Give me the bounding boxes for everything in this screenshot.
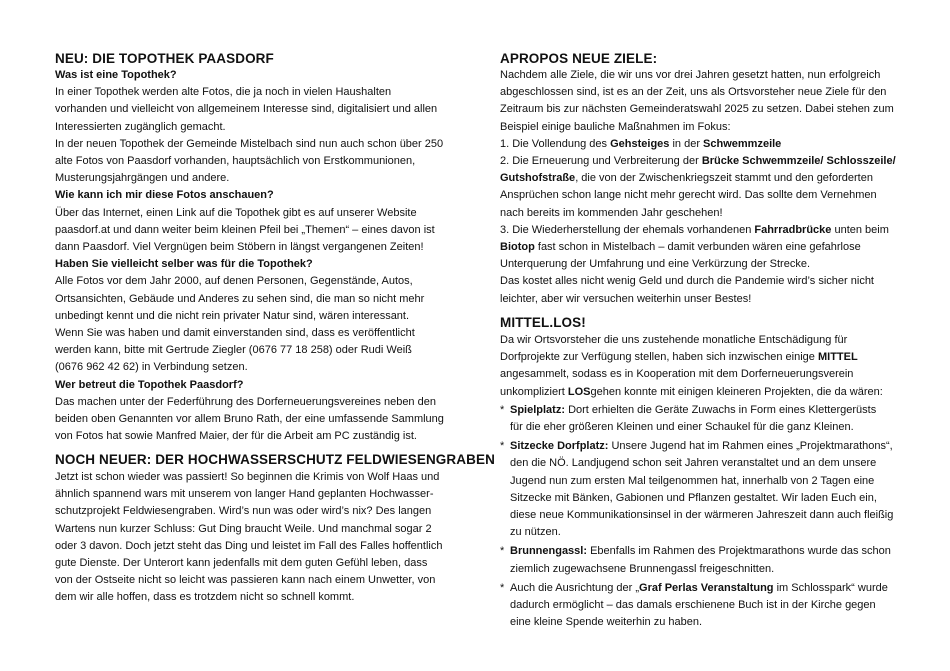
bold-text: Brücke Schwemmzeile/ Schlosszeile/ — [701, 155, 896, 167]
text-span: angesammelt, sodass es in Kooperation mit dem Dorferneuerungsverein — [500, 368, 854, 381]
subheading: Haben Sie vielleicht selber was für die Topothek? — [55, 258, 313, 271]
bold-text: Sitzecke Dorfplatz: — [510, 440, 609, 453]
text-line — [500, 101, 894, 118]
bullet-line — [510, 490, 877, 507]
subheading: Wer betreut die Topothek Paasdorf? — [55, 378, 244, 391]
bullet-mark: * — [500, 440, 505, 453]
text-line: In einer Topothek werden alte Fotos, die ja noch in vielen Haushalten — [55, 86, 392, 99]
bullet-line — [510, 561, 774, 578]
bold-text: Biotop — [500, 241, 535, 253]
text-line: Jetzt ist schon wieder was passiert! So beginnen die Krimis von Wolf Haas und — [55, 471, 440, 483]
text-span: Unsere Jugend hat im Rahmen eines „Projektmarathons“, — [608, 440, 893, 453]
text-span: Nachdem alle Ziele, die wir uns vor drei Jahren gesetzt hatten, nun erfolgreich — [500, 69, 881, 81]
text-span: fast schon in Mistelbach – damit verbunden wären eine gefahrlose — [534, 241, 861, 253]
hochwasser-heading: NOCH NEUER: DER HOCHWASSERSCHUTZ FELDWIESENGRABEN — [55, 452, 495, 467]
text-span: unkompliziert — [500, 385, 568, 398]
bullet-line — [510, 455, 876, 472]
text-line: paasdorf.at und dann weiter beim kleinen Pfeil bei „Themen“ – eines davon ist — [55, 223, 435, 236]
text-span: den die NÖ. Landjugend schon seit Jahren veranstaltet und an dem unsere — [510, 457, 877, 470]
bold-text: Spielplatz: — [510, 403, 566, 416]
text-line — [500, 256, 810, 273]
text-span: nach bereits im kommenden Jahr geschehen! — [500, 206, 723, 219]
text-line: Ortsansichten, Gebäude und Anderes zu sehen sind, die man so nicht mehr — [55, 292, 425, 305]
text-line — [500, 67, 880, 84]
text-line — [500, 384, 883, 401]
text-line — [500, 222, 889, 239]
text-line: In der neuen Topothek der Gemeinde Mistelbach sind nun auch schon über 250 — [55, 137, 444, 150]
text-span: Auch die Ausrichtung der „ — [510, 581, 640, 594]
text-span: dadurch ermöglicht – das damals erschienene Buch ist in der Kirche gegen — [510, 599, 876, 611]
bold-text: Graf Perlas Veranstaltung — [639, 581, 774, 594]
text-line: alte Fotos von Paasdorf vorhanden, hauptsächlich von Erstkommunionen, — [55, 155, 416, 167]
text-line: werden kann, bitte mit Gertrude Ziegler (0676 77 18 258) oder Rudi Weiß — [55, 344, 412, 357]
text-span: 2. Die Erneuerung und Verbreiterung der — [500, 155, 702, 167]
text-span: im Schlosspark“ wurde — [773, 581, 888, 594]
text-span: abgeschlossen sind, ist es an der Zeit, uns als Ortsvorsteher neue Ziele für den — [500, 86, 887, 99]
bullet-line — [510, 524, 561, 541]
text-span: leichter, aber wir versuchen weiterhin unser Bestes! — [500, 292, 752, 305]
text-line: Das machen unter der Federführung des Dorferneuerungsvereines neben den — [55, 395, 436, 408]
text-line: Wenn Sie was haben und damit einverstanden sind, dass es veröffentlicht — [55, 327, 415, 339]
text-line: schutzprojekt Feldwiesengraben. Wird’s nun was oder wird’s nix? Des langen — [55, 505, 432, 518]
bold-text: MITTEL — [817, 351, 858, 364]
text-span: Jugend nun zum ersten Mal teilgenommen hat, innerhalb von 2 Tagen eine — [510, 474, 875, 487]
text-span: Dorfprojekte zur Verfügung stellen, haben sich inzwischen einige — [500, 351, 818, 364]
text-line — [500, 291, 751, 308]
ziele-heading: APROPOS NEUE ZIELE: — [500, 51, 658, 66]
text-line: gute Dienste. Der Unterort kann jedenfalls mit dem guten Gefühl leben, dass — [55, 557, 428, 569]
text-line: dem wir alle hoffen, dass es trotzdem nicht so schnell kommt. — [55, 591, 355, 604]
text-line: Alle Fotos vor dem Jahr 2000, auf denen Personen, Gegenstände, Autos, — [55, 275, 413, 288]
text-line: Musterungsjahrgängen und andere. — [55, 172, 230, 185]
bold-text: Fahrradbrücke — [754, 223, 832, 236]
text-line: beiden oben Genannten vor allem Bruno Rath, der eine umfassende Sammlung — [55, 413, 444, 425]
subheading: Wie kann ich mir diese Fotos anschauen? — [55, 189, 274, 202]
text-span: 3. Die Wiederherstellung der ehemals vorhandenen — [500, 223, 755, 236]
text-line — [500, 119, 731, 136]
text-line — [500, 136, 781, 153]
text-line — [500, 366, 853, 383]
text-line: vorhanden und vielleicht von allgemeinem Interesse sind, digitalisiert und allen — [55, 103, 438, 116]
text-line: von der Ostseite nicht so leicht was passieren kann nach einem Unwetter, von — [55, 574, 436, 587]
text-line: (0676 962 42 62) in Verbindung setzen. — [55, 361, 248, 374]
subheading: Was ist eine Topothek? — [55, 69, 177, 81]
bullet-line — [510, 419, 854, 436]
text-span: 1. Die Vollendung des — [500, 137, 611, 150]
text-line — [500, 187, 877, 204]
text-span: , die von der Zwischenkriegszeit stammt und den geforderten — [575, 172, 873, 185]
text-span: Dort erhielten die Geräte Zuwachs in Form eines Klettergerüsts — [565, 403, 877, 416]
text-line — [500, 273, 874, 290]
mittellos-heading: MITTEL.LOS! — [500, 315, 586, 330]
bold-text: LOS — [567, 385, 591, 398]
bullet-mark: * — [500, 403, 505, 416]
text-span: Ebenfalls im Rahmen des Projektmarathons wurde das schon — [587, 545, 891, 558]
bold-text: Schwemmzeile — [703, 137, 782, 150]
bullet-line — [510, 597, 876, 614]
text-line: oder 3 davon. Doch jetzt steht das Ding und leistet im Fall des Falles hoffentlich — [55, 539, 443, 552]
bullet-line — [510, 507, 893, 524]
text-line — [500, 84, 886, 101]
bold-text: Brunnengassl: — [510, 545, 588, 558]
bold-text: Gehsteiges — [610, 137, 670, 150]
text-line — [500, 332, 847, 349]
text-span: unten beim — [831, 223, 889, 236]
text-span: Da wir Ortsvorsteher die uns zustehende monatliche Entschädigung für — [500, 334, 848, 346]
bullet-line — [500, 402, 876, 419]
bullet-line — [500, 438, 893, 455]
bullet-line — [500, 580, 888, 597]
text-line: unbedingt kennt und die nicht rein privater Natur sind, wären interessant. — [55, 309, 410, 322]
text-line — [500, 153, 896, 170]
bullet-line — [510, 473, 874, 490]
text-span: Sitzecke mit Bänken, Gabionen und Pflanzen gestaltet. Wir laden Euch ein, — [510, 491, 877, 504]
text-span: Unterquerung der Umfahrung und eine Verkürzung der Strecke. — [500, 258, 811, 271]
bullet-line — [500, 543, 891, 560]
bullet-mark: * — [500, 581, 505, 594]
text-span: eine kleine Spende weiterhin zu haben. — [510, 616, 703, 629]
text-line — [500, 205, 723, 222]
topothek-heading: NEU: DIE TOPOTHEK PAASDORF — [55, 51, 274, 66]
text-line: Wartens nun kurzer Schluss: Gut Ding braucht Weile. Und manchmal sogar 2 — [55, 522, 432, 535]
text-span: für die eher größeren Kleinen und einer Schaukel für die ganz Kleinen. — [510, 421, 854, 433]
text-span: diese neue Kommunikationsinsel in der wärmeren Jahreszeit dann auch fleißig — [510, 509, 894, 521]
bullet-line — [510, 614, 702, 631]
text-span: in der — [669, 137, 704, 150]
text-span: Ansprüchen schon lange nicht mehr gerecht wird. Das sollte dem Vernehmen — [500, 189, 877, 202]
text-span: zu nützen. — [510, 526, 561, 539]
text-span: Zeitraum bis zur nächsten Gemeinderatswahl 2025 zu setzen. Dabei stehen zum — [500, 103, 894, 116]
text-line — [500, 349, 858, 366]
bullet-mark: * — [500, 545, 505, 558]
text-span: gehen konnte mit einigen kleineren Projekten, die da wären: — [590, 385, 883, 398]
text-line: ähnlich spannend wars mit unserem von langer Hand geplanten Hochwasser- — [55, 488, 434, 501]
text-line: Interessierten zugänglich gemacht. — [55, 120, 226, 133]
text-span: Das kostet alles nicht wenig Geld und durch die Pandemie wird’s sicher nicht — [500, 275, 874, 288]
text-line: dann Paasdorf. Viel Vergnügen beim Stöbern in längst vergangenen Zeiten! — [55, 241, 424, 253]
text-span: Beispiel einige bauliche Maßnahmen im Fokus: — [500, 120, 731, 133]
text-span: ziemlich zugewachsene Brunnengassl freigeschnitten. — [510, 562, 775, 575]
text-line — [500, 170, 873, 187]
text-line: Über das Internet, einen Link auf die Topothek gibt es auf unserer Website — [55, 206, 417, 219]
text-line — [500, 239, 861, 256]
bold-text: Gutshofstraße — [500, 172, 576, 185]
text-line: von Fotos hat sowie Manfred Maier, der für die Arbeit am PC zuständig ist. — [55, 430, 417, 443]
